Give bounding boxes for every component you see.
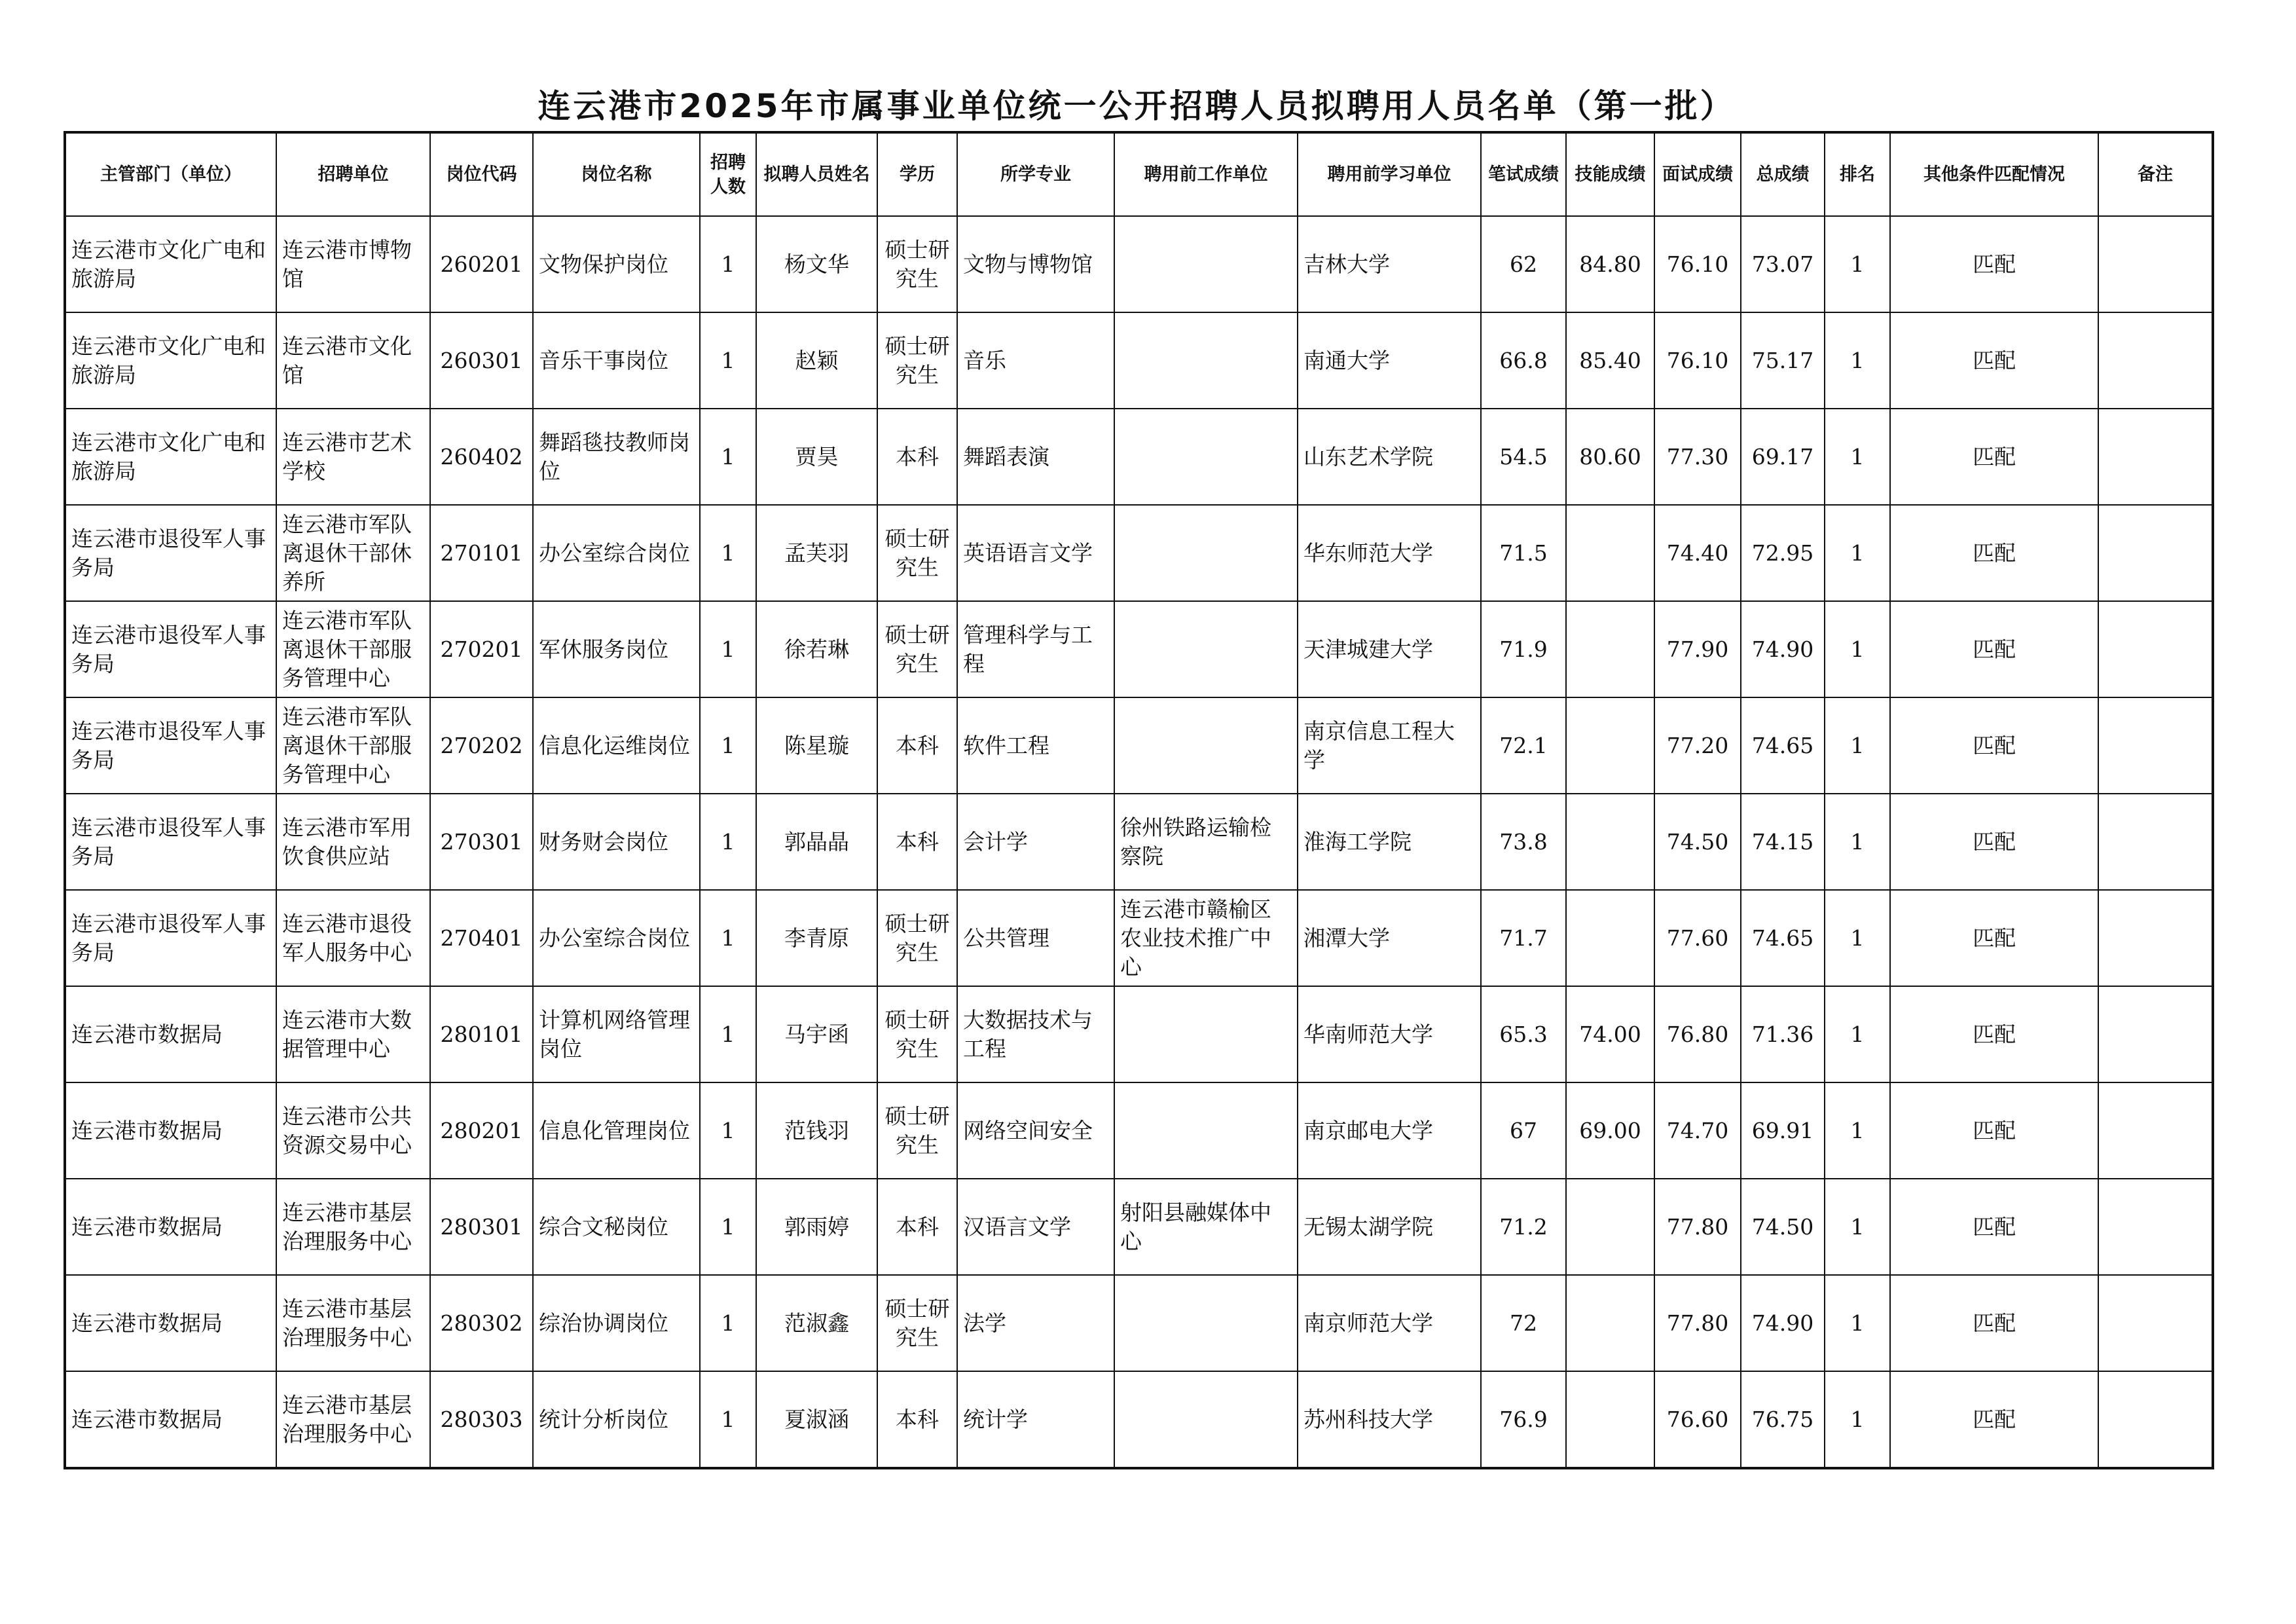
header-match: 其他条件匹配情况 bbox=[1890, 132, 2098, 216]
cell-post: 财务财会岗位 bbox=[533, 794, 700, 890]
cell-written: 71.9 bbox=[1481, 601, 1566, 697]
cell-match: 匹配 bbox=[1890, 1179, 2098, 1275]
cell-rank: 1 bbox=[1825, 890, 1890, 986]
cell-major: 软件工程 bbox=[957, 697, 1114, 794]
cell-total: 71.36 bbox=[1741, 986, 1825, 1082]
cell-school: 南京邮电大学 bbox=[1298, 1082, 1481, 1179]
cell-written: 67 bbox=[1481, 1082, 1566, 1179]
cell-total: 72.95 bbox=[1741, 505, 1825, 601]
cell-code: 270401 bbox=[430, 890, 533, 986]
cell-edu: 硕士研究生 bbox=[877, 216, 957, 312]
header-dept: 主管部门（单位） bbox=[65, 132, 276, 216]
cell-post: 计算机网络管理岗位 bbox=[533, 986, 700, 1082]
table-row bbox=[65, 1082, 2213, 1179]
cell-name: 郭晶晶 bbox=[756, 794, 877, 890]
cell-dept: 连云港市数据局 bbox=[65, 1179, 276, 1275]
cell-match: 匹配 bbox=[1890, 890, 2098, 986]
header-note: 备注 bbox=[2098, 132, 2213, 216]
cell-match: 匹配 bbox=[1890, 1082, 2098, 1179]
cell-post: 军休服务岗位 bbox=[533, 601, 700, 697]
header-post: 岗位名称 bbox=[533, 132, 700, 216]
cell-count: 1 bbox=[700, 986, 756, 1082]
cell-dept: 连云港市退役军人事务局 bbox=[65, 601, 276, 697]
cell-edu: 硕士研究生 bbox=[877, 986, 957, 1082]
cell-school: 南京师范大学 bbox=[1298, 1275, 1481, 1371]
cell-total: 74.65 bbox=[1741, 890, 1825, 986]
cell-note bbox=[2098, 697, 2213, 794]
cell-skill: 85.40 bbox=[1566, 312, 1654, 409]
cell-written: 54.5 bbox=[1481, 409, 1566, 505]
cell-written: 72 bbox=[1481, 1275, 1566, 1371]
cell-interview: 77.20 bbox=[1654, 697, 1741, 794]
cell-written: 71.5 bbox=[1481, 505, 1566, 601]
cell-written: 73.8 bbox=[1481, 794, 1566, 890]
cell-note bbox=[2098, 409, 2213, 505]
cell-work bbox=[1114, 505, 1298, 601]
cell-count: 1 bbox=[700, 409, 756, 505]
cell-name: 徐若琳 bbox=[756, 601, 877, 697]
cell-work bbox=[1114, 409, 1298, 505]
table-row bbox=[65, 1275, 2213, 1371]
cell-code: 270201 bbox=[430, 601, 533, 697]
cell-match: 匹配 bbox=[1890, 697, 2098, 794]
cell-name: 范淑鑫 bbox=[756, 1275, 877, 1371]
cell-dept: 连云港市数据局 bbox=[65, 1082, 276, 1179]
cell-dept: 连云港市数据局 bbox=[65, 1275, 276, 1371]
cell-skill bbox=[1566, 1371, 1654, 1468]
header-edu: 学历 bbox=[877, 132, 957, 216]
table-body bbox=[65, 216, 2213, 1468]
cell-code: 270202 bbox=[430, 697, 533, 794]
cell-unit: 连云港市军队离退休干部服务管理中心 bbox=[276, 697, 430, 794]
cell-name: 杨文华 bbox=[756, 216, 877, 312]
table-row bbox=[65, 794, 2213, 890]
cell-match: 匹配 bbox=[1890, 986, 2098, 1082]
cell-unit: 连云港市艺术学校 bbox=[276, 409, 430, 505]
cell-interview: 76.10 bbox=[1654, 216, 1741, 312]
cell-note bbox=[2098, 601, 2213, 697]
cell-name: 范钱羽 bbox=[756, 1082, 877, 1179]
cell-rank: 1 bbox=[1825, 1275, 1890, 1371]
table-row bbox=[65, 601, 2213, 697]
header-school: 聘用前学习单位 bbox=[1298, 132, 1481, 216]
cell-rank: 1 bbox=[1825, 697, 1890, 794]
table-row bbox=[65, 1179, 2213, 1275]
cell-edu: 本科 bbox=[877, 409, 957, 505]
cell-dept: 连云港市数据局 bbox=[65, 1371, 276, 1468]
cell-work bbox=[1114, 986, 1298, 1082]
cell-post: 综治协调岗位 bbox=[533, 1275, 700, 1371]
table-row bbox=[65, 312, 2213, 409]
cell-total: 69.91 bbox=[1741, 1082, 1825, 1179]
cell-rank: 1 bbox=[1825, 1371, 1890, 1468]
cell-work: 徐州铁路运输检察院 bbox=[1114, 794, 1298, 890]
cell-major: 大数据技术与工程 bbox=[957, 986, 1114, 1082]
cell-edu: 硕士研究生 bbox=[877, 1275, 957, 1371]
cell-count: 1 bbox=[700, 1371, 756, 1468]
cell-school: 苏州科技大学 bbox=[1298, 1371, 1481, 1468]
cell-rank: 1 bbox=[1825, 216, 1890, 312]
cell-rank: 1 bbox=[1825, 794, 1890, 890]
cell-major: 法学 bbox=[957, 1275, 1114, 1371]
cell-unit: 连云港市军队离退休干部休养所 bbox=[276, 505, 430, 601]
cell-dept: 连云港市文化广电和旅游局 bbox=[65, 216, 276, 312]
cell-work bbox=[1114, 216, 1298, 312]
cell-name: 马宇函 bbox=[756, 986, 877, 1082]
cell-major: 管理科学与工程 bbox=[957, 601, 1114, 697]
header-total: 总成绩 bbox=[1741, 132, 1825, 216]
cell-work bbox=[1114, 697, 1298, 794]
cell-code: 280302 bbox=[430, 1275, 533, 1371]
cell-interview: 77.60 bbox=[1654, 890, 1741, 986]
cell-match: 匹配 bbox=[1890, 1275, 2098, 1371]
cell-total: 69.17 bbox=[1741, 409, 1825, 505]
cell-skill: 74.00 bbox=[1566, 986, 1654, 1082]
cell-post: 办公室综合岗位 bbox=[533, 505, 700, 601]
cell-unit: 连云港市军用饮食供应站 bbox=[276, 794, 430, 890]
table-row bbox=[65, 697, 2213, 794]
cell-dept: 连云港市文化广电和旅游局 bbox=[65, 312, 276, 409]
cell-edu: 硕士研究生 bbox=[877, 601, 957, 697]
table-row bbox=[65, 216, 2213, 312]
cell-note bbox=[2098, 986, 2213, 1082]
cell-dept: 连云港市退役军人事务局 bbox=[65, 697, 276, 794]
header-written: 笔试成绩 bbox=[1481, 132, 1566, 216]
cell-unit: 连云港市文化馆 bbox=[276, 312, 430, 409]
cell-code: 260301 bbox=[430, 312, 533, 409]
cell-skill bbox=[1566, 697, 1654, 794]
cell-rank: 1 bbox=[1825, 505, 1890, 601]
cell-note bbox=[2098, 1179, 2213, 1275]
cell-work bbox=[1114, 1275, 1298, 1371]
cell-count: 1 bbox=[700, 697, 756, 794]
cell-total: 74.90 bbox=[1741, 601, 1825, 697]
cell-school: 湘潭大学 bbox=[1298, 890, 1481, 986]
cell-skill bbox=[1566, 1275, 1654, 1371]
cell-match: 匹配 bbox=[1890, 409, 2098, 505]
cell-code: 260201 bbox=[430, 216, 533, 312]
cell-rank: 1 bbox=[1825, 312, 1890, 409]
cell-match: 匹配 bbox=[1890, 1371, 2098, 1468]
cell-name: 郭雨婷 bbox=[756, 1179, 877, 1275]
cell-post: 舞蹈毯技教师岗位 bbox=[533, 409, 700, 505]
cell-edu: 本科 bbox=[877, 697, 957, 794]
cell-interview: 77.30 bbox=[1654, 409, 1741, 505]
cell-edu: 本科 bbox=[877, 794, 957, 890]
cell-major: 网络空间安全 bbox=[957, 1082, 1114, 1179]
cell-major: 统计学 bbox=[957, 1371, 1114, 1468]
cell-post: 统计分析岗位 bbox=[533, 1371, 700, 1468]
cell-count: 1 bbox=[700, 794, 756, 890]
cell-interview: 74.40 bbox=[1654, 505, 1741, 601]
cell-school: 南通大学 bbox=[1298, 312, 1481, 409]
cell-school: 吉林大学 bbox=[1298, 216, 1481, 312]
cell-school: 天津城建大学 bbox=[1298, 601, 1481, 697]
header-row bbox=[65, 132, 2213, 216]
cell-count: 1 bbox=[700, 1275, 756, 1371]
cell-written: 71.7 bbox=[1481, 890, 1566, 986]
cell-code: 280201 bbox=[430, 1082, 533, 1179]
cell-skill: 84.80 bbox=[1566, 216, 1654, 312]
cell-major: 音乐 bbox=[957, 312, 1114, 409]
cell-skill bbox=[1566, 890, 1654, 986]
cell-written: 66.8 bbox=[1481, 312, 1566, 409]
cell-school: 无锡太湖学院 bbox=[1298, 1179, 1481, 1275]
cell-rank: 1 bbox=[1825, 601, 1890, 697]
cell-school: 华东师范大学 bbox=[1298, 505, 1481, 601]
cell-work bbox=[1114, 1371, 1298, 1468]
cell-post: 信息化运维岗位 bbox=[533, 697, 700, 794]
cell-code: 280101 bbox=[430, 986, 533, 1082]
cell-post: 信息化管理岗位 bbox=[533, 1082, 700, 1179]
cell-unit: 连云港市退役军人服务中心 bbox=[276, 890, 430, 986]
cell-major: 英语语言文学 bbox=[957, 505, 1114, 601]
cell-dept: 连云港市退役军人事务局 bbox=[65, 794, 276, 890]
cell-unit: 连云港市军队离退休干部服务管理中心 bbox=[276, 601, 430, 697]
cell-dept: 连云港市退役军人事务局 bbox=[65, 505, 276, 601]
cell-note bbox=[2098, 794, 2213, 890]
header-unit: 招聘单位 bbox=[276, 132, 430, 216]
cell-school: 华南师范大学 bbox=[1298, 986, 1481, 1082]
cell-major: 会计学 bbox=[957, 794, 1114, 890]
cell-code: 280303 bbox=[430, 1371, 533, 1468]
cell-interview: 76.80 bbox=[1654, 986, 1741, 1082]
cell-major: 文物与博物馆 bbox=[957, 216, 1114, 312]
header-rank: 排名 bbox=[1825, 132, 1890, 216]
cell-match: 匹配 bbox=[1890, 312, 2098, 409]
table-row bbox=[65, 986, 2213, 1082]
cell-total: 73.07 bbox=[1741, 216, 1825, 312]
cell-total: 74.50 bbox=[1741, 1179, 1825, 1275]
cell-code: 270101 bbox=[430, 505, 533, 601]
cell-match: 匹配 bbox=[1890, 794, 2098, 890]
cell-school: 南京信息工程大学 bbox=[1298, 697, 1481, 794]
cell-rank: 1 bbox=[1825, 986, 1890, 1082]
cell-skill bbox=[1566, 505, 1654, 601]
cell-unit: 连云港市基层治理服务中心 bbox=[276, 1179, 430, 1275]
cell-work: 射阳县融媒体中心 bbox=[1114, 1179, 1298, 1275]
cell-total: 75.17 bbox=[1741, 312, 1825, 409]
cell-unit: 连云港市大数据管理中心 bbox=[276, 986, 430, 1082]
cell-interview: 77.80 bbox=[1654, 1275, 1741, 1371]
cell-edu: 硕士研究生 bbox=[877, 312, 957, 409]
cell-post: 文物保护岗位 bbox=[533, 216, 700, 312]
cell-post: 音乐干事岗位 bbox=[533, 312, 700, 409]
cell-major: 公共管理 bbox=[957, 890, 1114, 986]
cell-skill bbox=[1566, 1179, 1654, 1275]
cell-interview: 74.70 bbox=[1654, 1082, 1741, 1179]
cell-note bbox=[2098, 1371, 2213, 1468]
cell-work bbox=[1114, 1082, 1298, 1179]
cell-rank: 1 bbox=[1825, 409, 1890, 505]
cell-skill: 80.60 bbox=[1566, 409, 1654, 505]
table-row bbox=[65, 505, 2213, 601]
cell-code: 280301 bbox=[430, 1179, 533, 1275]
cell-rank: 1 bbox=[1825, 1179, 1890, 1275]
cell-name: 夏淑涵 bbox=[756, 1371, 877, 1468]
cell-count: 1 bbox=[700, 890, 756, 986]
table-row bbox=[65, 409, 2213, 505]
cell-skill: 69.00 bbox=[1566, 1082, 1654, 1179]
cell-interview: 77.90 bbox=[1654, 601, 1741, 697]
cell-skill bbox=[1566, 601, 1654, 697]
page-title: 连云港市2025年市属事业单位统一公开招聘人员拟聘用人员名单（第一批） bbox=[538, 87, 1736, 125]
cell-written: 62 bbox=[1481, 216, 1566, 312]
cell-total: 76.75 bbox=[1741, 1371, 1825, 1468]
cell-count: 1 bbox=[700, 1179, 756, 1275]
cell-total: 74.15 bbox=[1741, 794, 1825, 890]
cell-dept: 连云港市文化广电和旅游局 bbox=[65, 409, 276, 505]
cell-name: 贾昊 bbox=[756, 409, 877, 505]
cell-school: 淮海工学院 bbox=[1298, 794, 1481, 890]
header-count: 招聘人数 bbox=[700, 132, 756, 216]
cell-major: 汉语言文学 bbox=[957, 1179, 1114, 1275]
cell-unit: 连云港市基层治理服务中心 bbox=[276, 1275, 430, 1371]
cell-unit: 连云港市基层治理服务中心 bbox=[276, 1371, 430, 1468]
cell-match: 匹配 bbox=[1890, 601, 2098, 697]
cell-name: 李青原 bbox=[756, 890, 877, 986]
cell-unit: 连云港市博物馆 bbox=[276, 216, 430, 312]
header-work: 聘用前工作单位 bbox=[1114, 132, 1298, 216]
cell-unit: 连云港市公共资源交易中心 bbox=[276, 1082, 430, 1179]
table-row bbox=[65, 890, 2213, 986]
cell-note bbox=[2098, 890, 2213, 986]
cell-count: 1 bbox=[700, 1082, 756, 1179]
cell-school: 山东艺术学院 bbox=[1298, 409, 1481, 505]
cell-note bbox=[2098, 1082, 2213, 1179]
cell-note bbox=[2098, 505, 2213, 601]
cell-interview: 76.60 bbox=[1654, 1371, 1741, 1468]
cell-code: 260402 bbox=[430, 409, 533, 505]
table-row bbox=[65, 1371, 2213, 1468]
cell-name: 陈星璇 bbox=[756, 697, 877, 794]
cell-skill bbox=[1566, 794, 1654, 890]
cell-work bbox=[1114, 312, 1298, 409]
cell-written: 65.3 bbox=[1481, 986, 1566, 1082]
header-name: 拟聘人员姓名 bbox=[756, 132, 877, 216]
cell-total: 74.90 bbox=[1741, 1275, 1825, 1371]
cell-written: 71.2 bbox=[1481, 1179, 1566, 1275]
cell-total: 74.65 bbox=[1741, 697, 1825, 794]
cell-major: 舞蹈表演 bbox=[957, 409, 1114, 505]
cell-written: 76.9 bbox=[1481, 1371, 1566, 1468]
cell-match: 匹配 bbox=[1890, 216, 2098, 312]
cell-code: 270301 bbox=[430, 794, 533, 890]
cell-edu: 本科 bbox=[877, 1179, 957, 1275]
cell-name: 孟芙羽 bbox=[756, 505, 877, 601]
cell-match: 匹配 bbox=[1890, 505, 2098, 601]
cell-dept: 连云港市数据局 bbox=[65, 986, 276, 1082]
cell-note bbox=[2098, 1275, 2213, 1371]
cell-count: 1 bbox=[700, 216, 756, 312]
cell-dept: 连云港市退役军人事务局 bbox=[65, 890, 276, 986]
cell-edu: 硕士研究生 bbox=[877, 505, 957, 601]
header-major: 所学专业 bbox=[957, 132, 1114, 216]
cell-name: 赵颖 bbox=[756, 312, 877, 409]
cell-work: 连云港市赣榆区农业技术推广中心 bbox=[1114, 890, 1298, 986]
cell-edu: 硕士研究生 bbox=[877, 1082, 957, 1179]
cell-edu: 硕士研究生 bbox=[877, 890, 957, 986]
cell-interview: 77.80 bbox=[1654, 1179, 1741, 1275]
header-interview: 面试成绩 bbox=[1654, 132, 1741, 216]
cell-written: 72.1 bbox=[1481, 697, 1566, 794]
cell-interview: 74.50 bbox=[1654, 794, 1741, 890]
cell-post: 办公室综合岗位 bbox=[533, 890, 700, 986]
cell-interview: 76.10 bbox=[1654, 312, 1741, 409]
cell-count: 1 bbox=[700, 505, 756, 601]
cell-count: 1 bbox=[700, 601, 756, 697]
cell-note bbox=[2098, 216, 2213, 312]
cell-work bbox=[1114, 601, 1298, 697]
cell-edu: 本科 bbox=[877, 1371, 957, 1468]
header-code: 岗位代码 bbox=[430, 132, 533, 216]
hire-list-table bbox=[64, 131, 2214, 1469]
cell-rank: 1 bbox=[1825, 1082, 1890, 1179]
cell-post: 综合文秘岗位 bbox=[533, 1179, 700, 1275]
cell-note bbox=[2098, 312, 2213, 409]
cell-count: 1 bbox=[700, 312, 756, 409]
header-skill: 技能成绩 bbox=[1566, 132, 1654, 216]
